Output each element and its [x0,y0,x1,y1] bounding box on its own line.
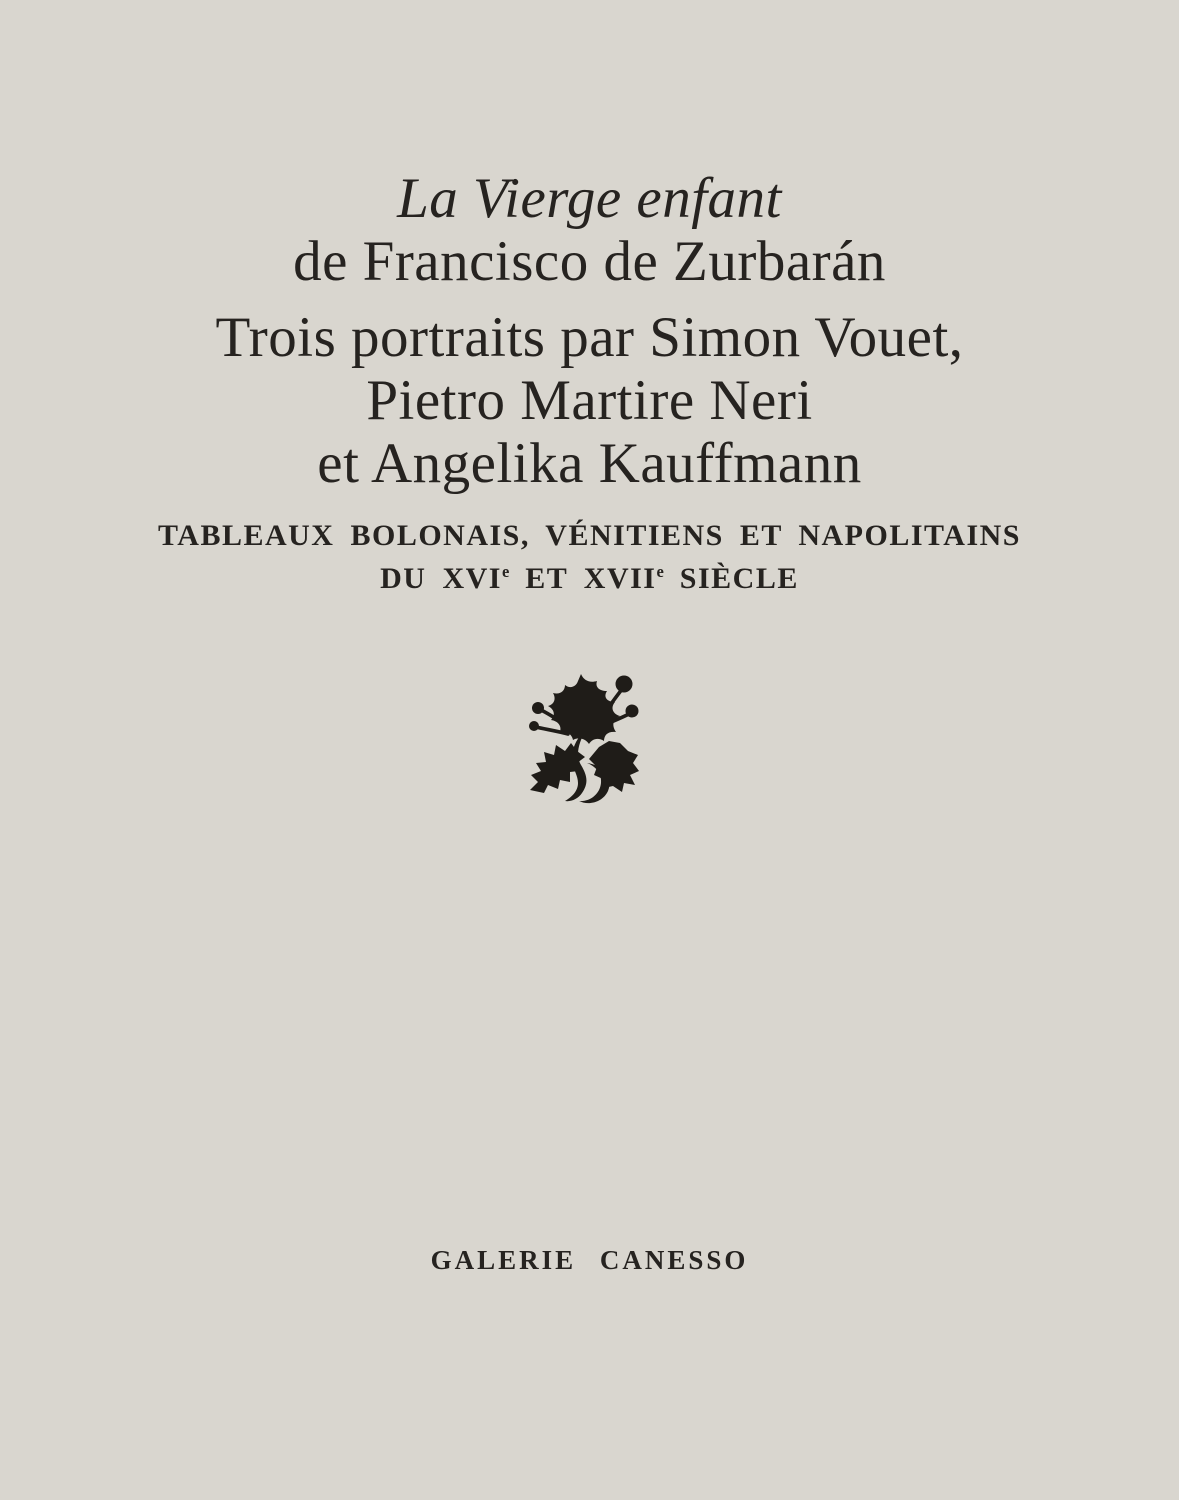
floral-sprig-icon [527,671,653,807]
subtitle-line-2-part3: SIÈCLE [663,562,799,595]
subtitle-superscript-1: e [501,562,510,581]
secondary-title [0,306,1179,495]
main-title-italic-line: La Vierge enfant [397,167,782,230]
subtitle-superscript-2: e [656,562,664,581]
subtitle [0,514,1179,600]
secondary-title-line-2: Pietro Martire Neri [366,369,813,432]
secondary-title-line-3: et Angelika Kauffmann [317,432,862,495]
subtitle-line-1: TABLEAUX BOLONAIS, VÉNITIENS ET NAPOLITAINS [158,519,1021,552]
subtitle-line-2 [0,557,1179,600]
main-title [0,167,1179,293]
subtitle-line-2-part2: ET XVII [509,562,657,595]
publisher-name: GALERIE CANESSO [430,1245,749,1275]
main-title-roman-line: de Francisco de Zurbarán [293,230,886,293]
floral-sprig-ornament [0,671,1179,807]
secondary-title-line-1: Trois portraits par Simon Vouet, [215,306,964,369]
subtitle-line-2-part1: DU XVI [380,562,502,595]
